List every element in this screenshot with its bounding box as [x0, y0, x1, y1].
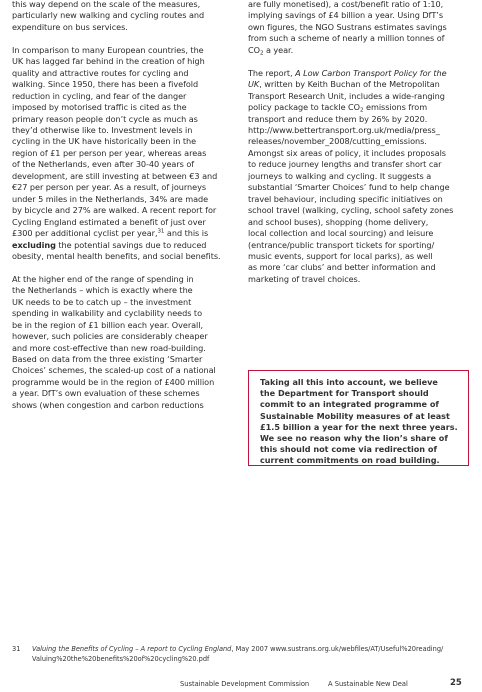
recommendation-callout [248, 370, 469, 466]
left-column [12, 0, 232, 411]
body-line: Choices’ schemes, the scaled-up cost of a national [12, 365, 216, 376]
body-line: UK needs to be to catch up – the investment [12, 296, 192, 307]
footnote-title: Valuing the Benefits of Cycling – A report to Cycling England [32, 645, 232, 653]
body-line: Based on data from the three existing ‘Smarter [12, 354, 203, 365]
callout-line: Taking all this into account, we believe [260, 377, 438, 387]
body-line [248, 102, 470, 113]
body-line: a year. DfT’s own evaluation of these schemes [12, 388, 200, 399]
footnote-body [32, 644, 443, 664]
body-line: this way depend on the scale of the measures, [12, 0, 201, 9]
body-line: marketing of travel choices. [248, 273, 361, 284]
body-line: Transport Research Unit, includes a wide-ranging [248, 90, 445, 101]
page-number: 25 [450, 678, 462, 688]
body-line: particularly new walking and cycling routes and [12, 10, 205, 21]
body-line: and school buses), shopping (home delivery, [248, 216, 429, 227]
callout-text [260, 377, 458, 467]
body-line: the Netherlands – which is exactly where the [12, 285, 193, 296]
emphasis-text: excluding [12, 239, 56, 250]
body-line: however, such policies are considerably cheaper [12, 331, 208, 342]
body-line [248, 68, 470, 79]
body-line: At the higher end of the range of spending in [12, 273, 194, 284]
body-line: school travel (walking, cycling, school safety zones [248, 205, 454, 216]
report-title: UK [248, 79, 260, 90]
body-line: as more ‘car clubs’ and better information and [248, 262, 436, 273]
body-line: walking. Since 1950, there has been a fivefold [12, 79, 199, 90]
footnote-number: 31 [12, 645, 21, 653]
body-line: Cycling England estimated a benefit of just over [12, 216, 206, 227]
callout-line: Sustainable Mobility measures of at least [260, 410, 450, 421]
body-line: local collection and local sourcing) and leisure [248, 228, 434, 239]
body-line [12, 240, 232, 251]
body-line: spending in walkability and cyclability needs to [12, 308, 202, 319]
body-text: the potential savings due to reduced [55, 239, 207, 250]
callout-line: this should not come via redirection of [260, 444, 437, 455]
body-line: (entrance/public transport tickets for sporting/ [248, 239, 435, 250]
url-line: http://www.bettertransport.org.uk/media/press_ [248, 124, 440, 135]
body-text: The report, [248, 67, 296, 78]
body-line: of the Netherlands, even after 30-40 years of [12, 159, 195, 170]
footnote-line: Valuing%20the%20benefits%20of%20cycling%20.pdf [32, 655, 210, 663]
footnote-text: , May 2007 www.sustrans.org.uk/webfiles/AT/Useful%20reading/ [231, 645, 444, 653]
body-line: primary reason people don’t cycle as much as [12, 113, 198, 124]
footnote-ref: 31 [157, 228, 165, 235]
callout-line: commit to an integrated programme of [260, 399, 439, 410]
callout-line: the Department for Transport should [260, 388, 429, 399]
body-line: own figures, the NGO Sustrans estimates savings [248, 21, 447, 32]
body-line: reduction in cycling, and fear of the danger [12, 90, 187, 101]
body-line: from such a scheme of nearly a million tonnes of [248, 33, 445, 44]
body-line: In comparison to many European countries, the [12, 44, 204, 55]
co2-subscript: 2 [360, 107, 364, 114]
footnote-line [32, 644, 443, 654]
body-line [248, 45, 470, 56]
body-line: substantial ‘Smarter Choices’ fund to help change [248, 182, 450, 193]
body-line: expenditure on bus services. [12, 21, 128, 32]
body-line: to reduce journey lengths and transfer short car [248, 159, 442, 170]
right-column [248, 0, 470, 285]
body-line: UK has lagged far behind in the creation of high [12, 56, 205, 67]
body-line: €27 per person per year. As a result, of journeys [12, 182, 207, 193]
body-line: and more cost-effective than new road-building. [12, 342, 206, 353]
body-line: quality and attractive routes for cycling and [12, 67, 189, 78]
body-line: region of £1 per person per year, whereas areas [12, 147, 207, 158]
body-line: development, are still investing at between €3 and [12, 170, 218, 181]
body-line: by bicycle and 27% are walked. A recent report for [12, 205, 217, 216]
body-line: Amongst six areas of policy, it includes proposals [248, 147, 446, 158]
body-text: a year. [263, 44, 294, 55]
body-line: be in the region of £1 billion each year. Overall, [12, 319, 203, 330]
body-line: implying savings of £4 billion a year. Using DfT’s [248, 10, 443, 21]
report-title: A Low Carbon Transport Policy for the [295, 67, 447, 78]
callout-line: £1.5 billion a year for the next three years. [260, 421, 458, 432]
callout-line: We see no reason why the lion’s share of [260, 433, 448, 444]
body-text: , written by Keith Buchan of the Metropolitan [259, 79, 440, 90]
body-line: cycling in the UK have historically been in the [12, 136, 197, 147]
body-line: transport and reduce them by 26% by 2020. [248, 113, 428, 124]
body-text: and this is [164, 228, 209, 239]
body-line [248, 79, 470, 90]
body-line: they’d otherwise like to. Investment levels in [12, 124, 193, 135]
body-line: are fully monetised), a cost/benefit ratio of 1:10, [248, 0, 444, 9]
callout-line: current commitments on road building. [260, 455, 440, 466]
body-line: obesity, mental health benefits, and social benefits. [12, 250, 221, 261]
body-line [12, 228, 232, 239]
body-line: under 5 miles in the Netherlands, 34% are made [12, 193, 209, 204]
footer-publication: A Sustainable New Deal [328, 680, 408, 688]
body-text: emissions from [363, 102, 428, 113]
body-line: imposed by motorised traffic is cited as the [12, 102, 187, 113]
footer-organisation: Sustainable Development Commission [180, 680, 310, 688]
body-line: journeys to walking and cycling. It suggests a [248, 170, 432, 181]
body-line: travel behaviour, including specific initiatives on [248, 193, 443, 204]
body-line: programme would be in the region of £400 million [12, 376, 215, 387]
body-line: music events, support for local parks), as well [248, 250, 433, 261]
co2-text: CO [248, 44, 260, 55]
body-text: policy package to tackle CO [248, 102, 361, 113]
body-line: shows (when congestion and carbon reductions [12, 399, 204, 410]
co2-subscript: 2 [259, 50, 264, 57]
body-text: £300 per additional cyclist per year, [12, 228, 158, 239]
url-line: releases/november_2008/cutting_emissions. [248, 136, 427, 147]
